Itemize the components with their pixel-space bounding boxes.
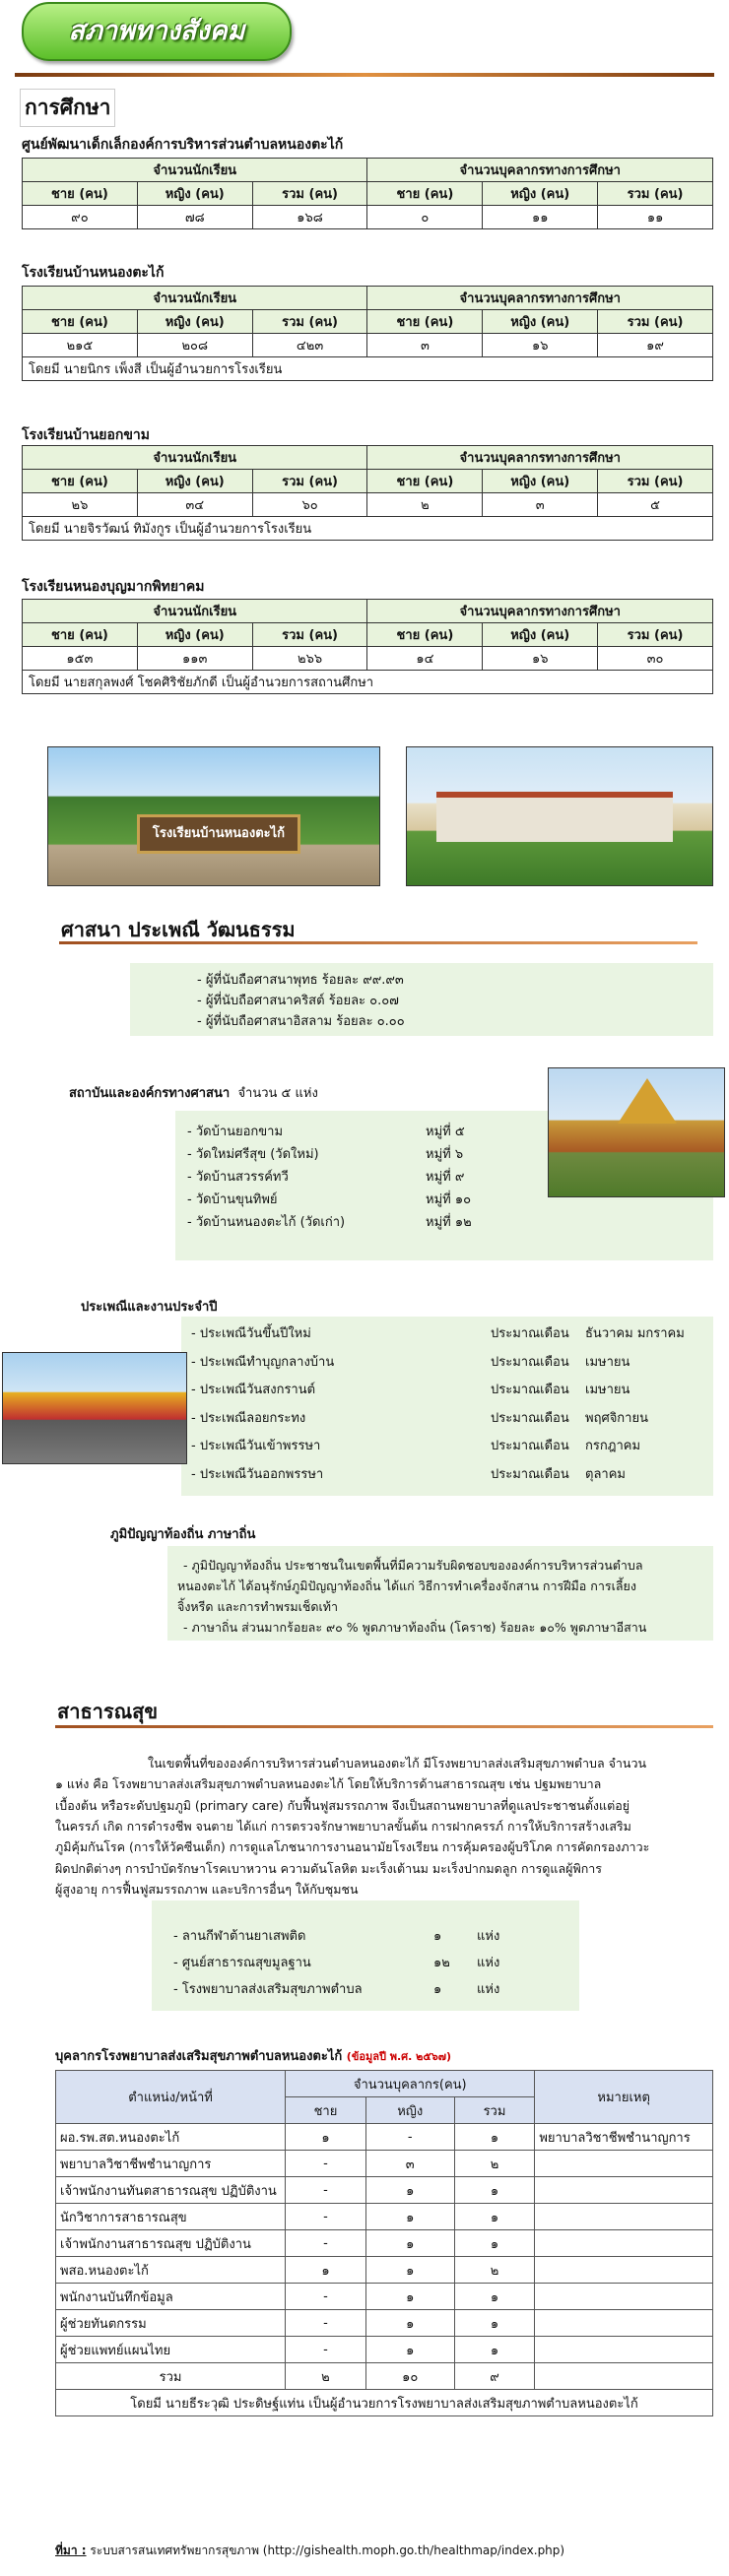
- staff-row: [56, 2177, 713, 2204]
- column-header: รวม (คน): [598, 310, 713, 334]
- temple-moo: หมู่ที่ ๑๐: [426, 1192, 472, 1207]
- value-cell: ๕: [598, 493, 713, 517]
- value-cell: ๗๘: [137, 206, 252, 229]
- festival-name: - ประเพณีวันขึ้นปีใหม่: [191, 1326, 311, 1341]
- staff-position: พยาบาลวิชาชีพชำนาญการ: [56, 2151, 286, 2177]
- school-name: โรงเรียนบ้านหนองตะไก้: [22, 265, 165, 281]
- school-sign: [137, 814, 300, 854]
- temple-photo: [548, 1067, 725, 1197]
- subheader-row: [23, 182, 713, 206]
- subheader-row: [23, 310, 713, 334]
- festival-month: เมษายน: [585, 1383, 630, 1397]
- staff-remark: [535, 2204, 713, 2230]
- staff-remark: [535, 2177, 713, 2204]
- festival-when: ประมาณเดือน: [491, 1439, 569, 1453]
- column-header: หญิง (คน): [483, 623, 598, 647]
- staff-row: [56, 2230, 713, 2257]
- staff-total: ๑: [454, 2230, 535, 2257]
- staff-table: [55, 2070, 713, 2416]
- school-table: [22, 445, 713, 541]
- festival-name: - ประเพณีทำบุญกลางบ้าน: [191, 1354, 335, 1370]
- staff-title: บุคลากรโรงพยาบาลส่งเสริมสุขภาพตำบลหนองตะไก้: [55, 2049, 343, 2064]
- staff-male: -: [286, 2284, 366, 2310]
- staff-footer-row: [56, 2390, 713, 2416]
- school-name: โรงเรียนบ้านยอกขาม: [22, 427, 151, 443]
- staff-male: -: [286, 2177, 366, 2204]
- health-para-line: ในครรภ์ เกิด การดำรงชีพ จนตาย ได้แก่ การตรวจรักษาพยาบาลขั้นต้น การฝากครรภ์ การให้บริการสร้างเสริม: [55, 1818, 631, 1834]
- staff-remark: [535, 2284, 713, 2310]
- value-cell: ๑๑: [598, 206, 713, 229]
- school-building-photo: [406, 746, 713, 886]
- staff-total: ๒: [454, 2151, 535, 2177]
- staff-female: ๓: [365, 2151, 454, 2177]
- principal-note: โดยมี นายสกุลพงศ์ โชคศิริชัยภักดี เป็นผู้อำนวยการสถานศึกษา: [23, 671, 713, 694]
- facility-unit: แห่ง: [477, 1929, 500, 1944]
- staff-position: พสอ.หนองตะไก้: [56, 2257, 286, 2284]
- value-cell: ๑๙: [598, 334, 713, 357]
- staff-total: ๑: [454, 2284, 535, 2310]
- festival-when: ประมาณเดือน: [491, 1466, 569, 1482]
- staff-row: [56, 2257, 713, 2284]
- staff-heading: [55, 2045, 451, 2066]
- parade-photo: [2, 1352, 187, 1464]
- value-cell: ๓: [367, 334, 483, 357]
- school-name: ศูนย์พัฒนาเด็กเล็กองค์การบริหารส่วนตำบลหนองตะไก้: [22, 137, 344, 153]
- health-para-line: ในเขตพื้นที่ขององค์การบริหารส่วนตำบลหนองตะไก้ มีโรงพยาบาลส่งเสริมสุขภาพตำบล จำนวน: [148, 1756, 647, 1771]
- staff-female: -: [365, 2124, 454, 2151]
- column-header: รวม (คน): [598, 623, 713, 647]
- school-name: โรงเรียนหนองบุญมากพิทยาคม: [22, 579, 205, 595]
- staff-total-row: [56, 2363, 713, 2390]
- temple-name: - วัดบ้านขุนทิพย์: [187, 1192, 278, 1207]
- staff-remark: [535, 2337, 713, 2363]
- religion-title: ศาสนา ประเพณี วัฒนธรรม: [61, 918, 296, 941]
- temple-name: - วัดบ้านยอกขาม: [187, 1125, 284, 1139]
- staff-female: ๑: [365, 2310, 454, 2337]
- temple-moo: หมู่ที่ ๙: [426, 1170, 465, 1185]
- col-total: รวม: [454, 2097, 535, 2124]
- total-label: รวม: [56, 2363, 286, 2390]
- staff-total: ๒: [454, 2257, 535, 2284]
- divider: [59, 941, 697, 944]
- staff-male: ๑: [286, 2124, 366, 2151]
- column-header: ชาย (คน): [367, 310, 483, 334]
- temple-moo: หมู่ที่ ๕: [426, 1125, 465, 1139]
- staff-male: -: [286, 2230, 366, 2257]
- column-header: ชาย (คน): [367, 182, 483, 206]
- header-row: [23, 446, 713, 470]
- orgs-count: จำนวน ๕ แห่ง: [237, 1086, 318, 1101]
- wisdom-line: - ภูมิปัญญาท้องถิ่น ประชาชนในเขตพื้นที่มีความรับผิดชอบขององค์การบริหารส่วนตำบล: [183, 1558, 643, 1573]
- faith-item: - ผู้ที่นับถือศาสนาคริสต์ ร้อยละ ๐.๐๗: [197, 994, 399, 1008]
- column-header: รวม (คน): [252, 182, 367, 206]
- staff-male: ๑: [286, 2257, 366, 2284]
- col-female: หญิง: [365, 2097, 454, 2124]
- value-row: [23, 493, 713, 517]
- staff-total: ๑: [454, 2204, 535, 2230]
- school-photo: [47, 746, 380, 886]
- facility-count: ๑: [433, 1929, 442, 1944]
- value-cell: ๙๐: [23, 206, 138, 229]
- column-header: ชาย (คน): [23, 623, 138, 647]
- temple-moo: หมู่ที่ ๖: [426, 1147, 464, 1162]
- value-cell: ๓๔: [137, 493, 252, 517]
- staff-header: จำนวนบุคลากรทางการศึกษา: [367, 446, 713, 470]
- column-header: รวม (คน): [252, 623, 367, 647]
- wisdom-title: ภูมิปัญญาท้องถิ่น ภาษาถิ่น: [110, 1527, 256, 1542]
- column-header: รวม (คน): [252, 310, 367, 334]
- column-header: หญิง (คน): [137, 470, 252, 493]
- faith-item: - ผู้ที่นับถือศาสนาพุทธ ร้อยละ ๙๙.๙๓: [197, 973, 404, 988]
- value-row: [23, 647, 713, 671]
- facility-name: - ลานกีฬาต้านยาเสพติด: [173, 1929, 306, 1944]
- col-remark: หมายเหตุ: [535, 2071, 713, 2124]
- staff-header-row: [56, 2071, 713, 2097]
- staff-row: [56, 2204, 713, 2230]
- subheader-row: [23, 470, 713, 493]
- facility-unit: แห่ง: [477, 1956, 500, 1970]
- source-text: ระบบสารสนเทศทรัพยากรสุขภาพ (http://gishealth.moph.go.th/healthmap/index.php): [86, 2544, 565, 2557]
- temple-name: - วัดบ้านหนองตะไก้ (วัดเก่า): [187, 1215, 346, 1230]
- faith-item: - ผู้ที่นับถือศาสนาอิสลาม ร้อยละ ๐.๐๐: [197, 1014, 405, 1029]
- staff-male: -: [286, 2151, 366, 2177]
- school-table: [22, 158, 713, 229]
- value-cell: ๒๖๖: [252, 647, 367, 671]
- festival-month: ตุลาคม: [585, 1466, 626, 1482]
- facility-count: ๑๒: [433, 1956, 450, 1970]
- health-para-line: เบื้องต้น หรือระดับปฐมภูมิ (primary care) กับฟื้นฟูสมรรถภาพ จึงเป็นสถานพยาบาลที่ดูแลประชาชนตั้งแต่อยู่: [55, 1797, 630, 1813]
- staff-female: ๑: [365, 2230, 454, 2257]
- column-header: หญิง (คน): [137, 182, 252, 206]
- staff-remark: [535, 2310, 713, 2337]
- festival-when: ประมาณเดือน: [491, 1410, 569, 1426]
- orgs-title: สถาบันและองค์กรทางศาสนา: [69, 1086, 231, 1101]
- festival-name: - ประเพณีลอยกระทง: [191, 1410, 306, 1426]
- staff-total: ๑: [454, 2337, 535, 2363]
- subheader-row: [23, 623, 713, 647]
- column-header: ชาย (คน): [23, 182, 138, 206]
- value-cell: ๑๖: [483, 334, 598, 357]
- students-header: จำนวนนักเรียน: [23, 600, 367, 623]
- total-male: ๒: [286, 2363, 366, 2390]
- value-cell: ๒: [367, 493, 483, 517]
- facility-name: - ศูนย์สาธารณสุขมูลฐาน: [173, 1956, 311, 1970]
- health-para-line: ภูมิคุ้มกันโรค (การให้วัคซีนเด็ก) การดูแลโภชนาการงานอนามัยโรงเรียน การคุ้มครองผู้บริโภค การคัดกรองภาวะ: [55, 1839, 650, 1855]
- festival-name: - ประเพณีวันออกพรรษา: [191, 1466, 324, 1482]
- wisdom-line: จิ้งหรีด และการทำพรมเช็ดเท้า: [177, 1599, 339, 1614]
- staff-row: [56, 2124, 713, 2151]
- value-cell: ๑๔: [367, 647, 483, 671]
- staff-remark: พยาบาลวิชาชีพชำนาญการ: [535, 2124, 713, 2151]
- value-cell: ๔๒๓: [252, 334, 367, 357]
- staff-male: -: [286, 2337, 366, 2363]
- value-cell: ๑๕๓: [23, 647, 138, 671]
- header-row: [23, 287, 713, 310]
- note-row: [23, 671, 713, 694]
- col-position: ตำแหน่ง/หน้าที่: [56, 2071, 286, 2124]
- wisdom-line: หนองตะไก้ ได้อนุรักษ์ภูมิปัญญาท้องถิ่น ได้แก่ วิธีการทำเครื่องจักสาน การฝีมือ การเลี้ยง: [177, 1578, 636, 1593]
- column-header: รวม (คน): [598, 182, 713, 206]
- festival-month: ธันวาคม มกราคม: [585, 1326, 685, 1341]
- column-header: หญิง (คน): [483, 182, 598, 206]
- divider: [55, 1725, 713, 1728]
- total-female: ๑๐: [365, 2363, 454, 2390]
- staff-row: [56, 2284, 713, 2310]
- health-para-line: ๑ แห่ง คือ โรงพยาบาลส่งเสริมสุขภาพตำบลหนองตะไก้ โดยให้บริการด้านสาธารณสุข เช่น ปฐมพยาบาล: [55, 1776, 602, 1792]
- column-header: หญิง (คน): [483, 310, 598, 334]
- column-header: หญิง (คน): [137, 623, 252, 647]
- students-header: จำนวนนักเรียน: [23, 446, 367, 470]
- column-header: รวม (คน): [252, 470, 367, 493]
- school-sign-text: โรงเรียนบ้านหนองตะไก้: [152, 826, 286, 841]
- source-line: [55, 2542, 564, 2560]
- principal-note: โดยมี นายจิรวัฒน์ ทิมังกูร เป็นผู้อำนวยการโรงเรียน: [23, 517, 713, 541]
- temple-moo: หมู่ที่ ๑๒: [426, 1215, 472, 1230]
- orgs-heading: [69, 1082, 318, 1103]
- temple-roof: [618, 1078, 677, 1124]
- value-cell: ๓: [483, 493, 598, 517]
- staff-remark: [535, 2257, 713, 2284]
- staff-female: ๑: [365, 2204, 454, 2230]
- value-cell: ๐: [367, 206, 483, 229]
- header-row: [23, 159, 713, 182]
- value-cell: ๑๑๓: [137, 647, 252, 671]
- staff-position: พนักงานบันทึกข้อมูล: [56, 2284, 286, 2310]
- value-cell: ๑๖๘: [252, 206, 367, 229]
- banner-title: สภาพทางสังคม: [68, 16, 245, 46]
- total-all: ๙: [454, 2363, 535, 2390]
- staff-total: ๑: [454, 2124, 535, 2151]
- total-remark: [535, 2363, 713, 2390]
- staff-position: ผู้ช่วยทันตกรรม: [56, 2310, 286, 2337]
- staff-position: นักวิชาการสาธารณสุข: [56, 2204, 286, 2230]
- staff-row: [56, 2151, 713, 2177]
- school-table: [22, 286, 713, 381]
- facility-count: ๑: [433, 1982, 442, 1997]
- value-cell: ๒๑๕: [23, 334, 138, 357]
- note-row: [23, 517, 713, 541]
- value-cell: ๑๑: [483, 206, 598, 229]
- column-header: ชาย (คน): [23, 310, 138, 334]
- note-row: [23, 357, 713, 381]
- health-title: สาธารณสุข: [57, 1700, 159, 1723]
- facility-unit: แห่ง: [477, 1982, 500, 1997]
- staff-female: ๑: [365, 2284, 454, 2310]
- principal-note: โดยมี นายนิกร เพ็งสี เป็นผู้อำนวยการโรงเรียน: [23, 357, 713, 381]
- value-cell: ๓๐: [598, 647, 713, 671]
- header-row: [23, 600, 713, 623]
- column-header: รวม (คน): [598, 470, 713, 493]
- building-shape: [436, 792, 673, 842]
- staff-remark: [535, 2230, 713, 2257]
- students-header: จำนวนนักเรียน: [23, 159, 367, 182]
- column-header: หญิง (คน): [137, 310, 252, 334]
- festival-when: ประมาณเดือน: [491, 1354, 569, 1370]
- festival-when: ประมาณเดือน: [491, 1326, 569, 1341]
- value-cell: ๒๐๘: [137, 334, 252, 357]
- hospital-director-note: โดยมี นายธีระวุฒิ ประดิษฐ์แท่น เป็นผู้อำนวยการโรงพยาบาลส่งเสริมสุขภาพตำบลหนองตะไก้: [56, 2390, 713, 2416]
- staff-male: -: [286, 2204, 366, 2230]
- source-label: ที่มา :: [55, 2544, 87, 2557]
- col-count: จำนวนบุคลากร(คน): [286, 2071, 535, 2097]
- value-row: [23, 334, 713, 357]
- column-header: ชาย (คน): [367, 623, 483, 647]
- facility-name: - โรงพยาบาลส่งเสริมสุขภาพตำบล: [173, 1982, 363, 1997]
- staff-female: ๑: [365, 2337, 454, 2363]
- value-cell: ๑๖: [483, 647, 598, 671]
- festival-name: - ประเพณีวันสงกรานต์: [191, 1383, 316, 1397]
- wisdom-line: - ภาษาถิ่น ส่วนมากร้อยละ ๙๐ % พูดภาษาท้องถิ่น (โคราช) ร้อยละ ๑๐% พูดภาษาอีสาน: [183, 1620, 647, 1635]
- value-cell: ๒๖: [23, 493, 138, 517]
- temple-name: - วัดใหม่ศรีสุข (วัดใหม่): [187, 1147, 319, 1162]
- staff-row: [56, 2337, 713, 2363]
- staff-position: เจ้าพนักงานสาธารณสุข ปฏิบัติงาน: [56, 2230, 286, 2257]
- festival-name: - ประเพณีวันเข้าพรรษา: [191, 1439, 321, 1453]
- staff-male: -: [286, 2310, 366, 2337]
- health-para-line: ผิดปกติต่างๆ การบำบัดรักษาโรคเบาหวาน ความดันโลหิต มะเร็งเต้านม มะเร็งปากมดลูก การดูแลผู้พิการ: [55, 1860, 602, 1876]
- staff-female: ๑: [365, 2257, 454, 2284]
- festival-when: ประมาณเดือน: [491, 1383, 569, 1397]
- staff-total: ๑: [454, 2177, 535, 2204]
- column-header: ชาย (คน): [367, 470, 483, 493]
- staff-female: ๑: [365, 2177, 454, 2204]
- school-table: [22, 599, 713, 694]
- staff-position: ผู้ช่วยแพทย์แผนไทย: [56, 2337, 286, 2363]
- staff-total: ๑: [454, 2310, 535, 2337]
- health-para-line: ผู้สูงอายุ การฟื้นฟูสมรรถภาพ และบริการอื่นๆ ให้กับชุมชน: [55, 1881, 359, 1897]
- staff-note: (ข้อมูลปี พ.ศ. ๒๕๖๗): [346, 2050, 452, 2063]
- staff-header: จำนวนบุคลากรทางการศึกษา: [367, 600, 713, 623]
- students-header: จำนวนนักเรียน: [23, 287, 367, 310]
- staff-position: เจ้าพนักงานทันตสาธารณสุข ปฏิบัติงาน: [56, 2177, 286, 2204]
- column-header: หญิง (คน): [483, 470, 598, 493]
- temple-name: - วัดบ้านสวรรค์ทวี: [187, 1170, 289, 1185]
- col-male: ชาย: [286, 2097, 366, 2124]
- column-header: ชาย (คน): [23, 470, 138, 493]
- festival-month: เมษายน: [585, 1354, 630, 1370]
- festival-month: กรกฎาคม: [585, 1439, 641, 1453]
- divider: [15, 73, 714, 77]
- value-cell: ๖๐: [252, 493, 367, 517]
- staff-position: ผอ.รพ.สต.หนองตะไก้: [56, 2124, 286, 2151]
- festival-month: พฤศจิกายน: [585, 1410, 648, 1426]
- section-banner: [22, 2, 292, 61]
- staff-remark: [535, 2151, 713, 2177]
- staff-header: จำนวนบุคลากรทางการศึกษา: [367, 159, 713, 182]
- education-title: การศึกษา: [20, 89, 115, 127]
- value-row: [23, 206, 713, 229]
- festivals-title: ประเพณีและงานประจำปี: [81, 1300, 218, 1315]
- staff-header: จำนวนบุคลากรทางการศึกษา: [367, 287, 713, 310]
- staff-row: [56, 2310, 713, 2337]
